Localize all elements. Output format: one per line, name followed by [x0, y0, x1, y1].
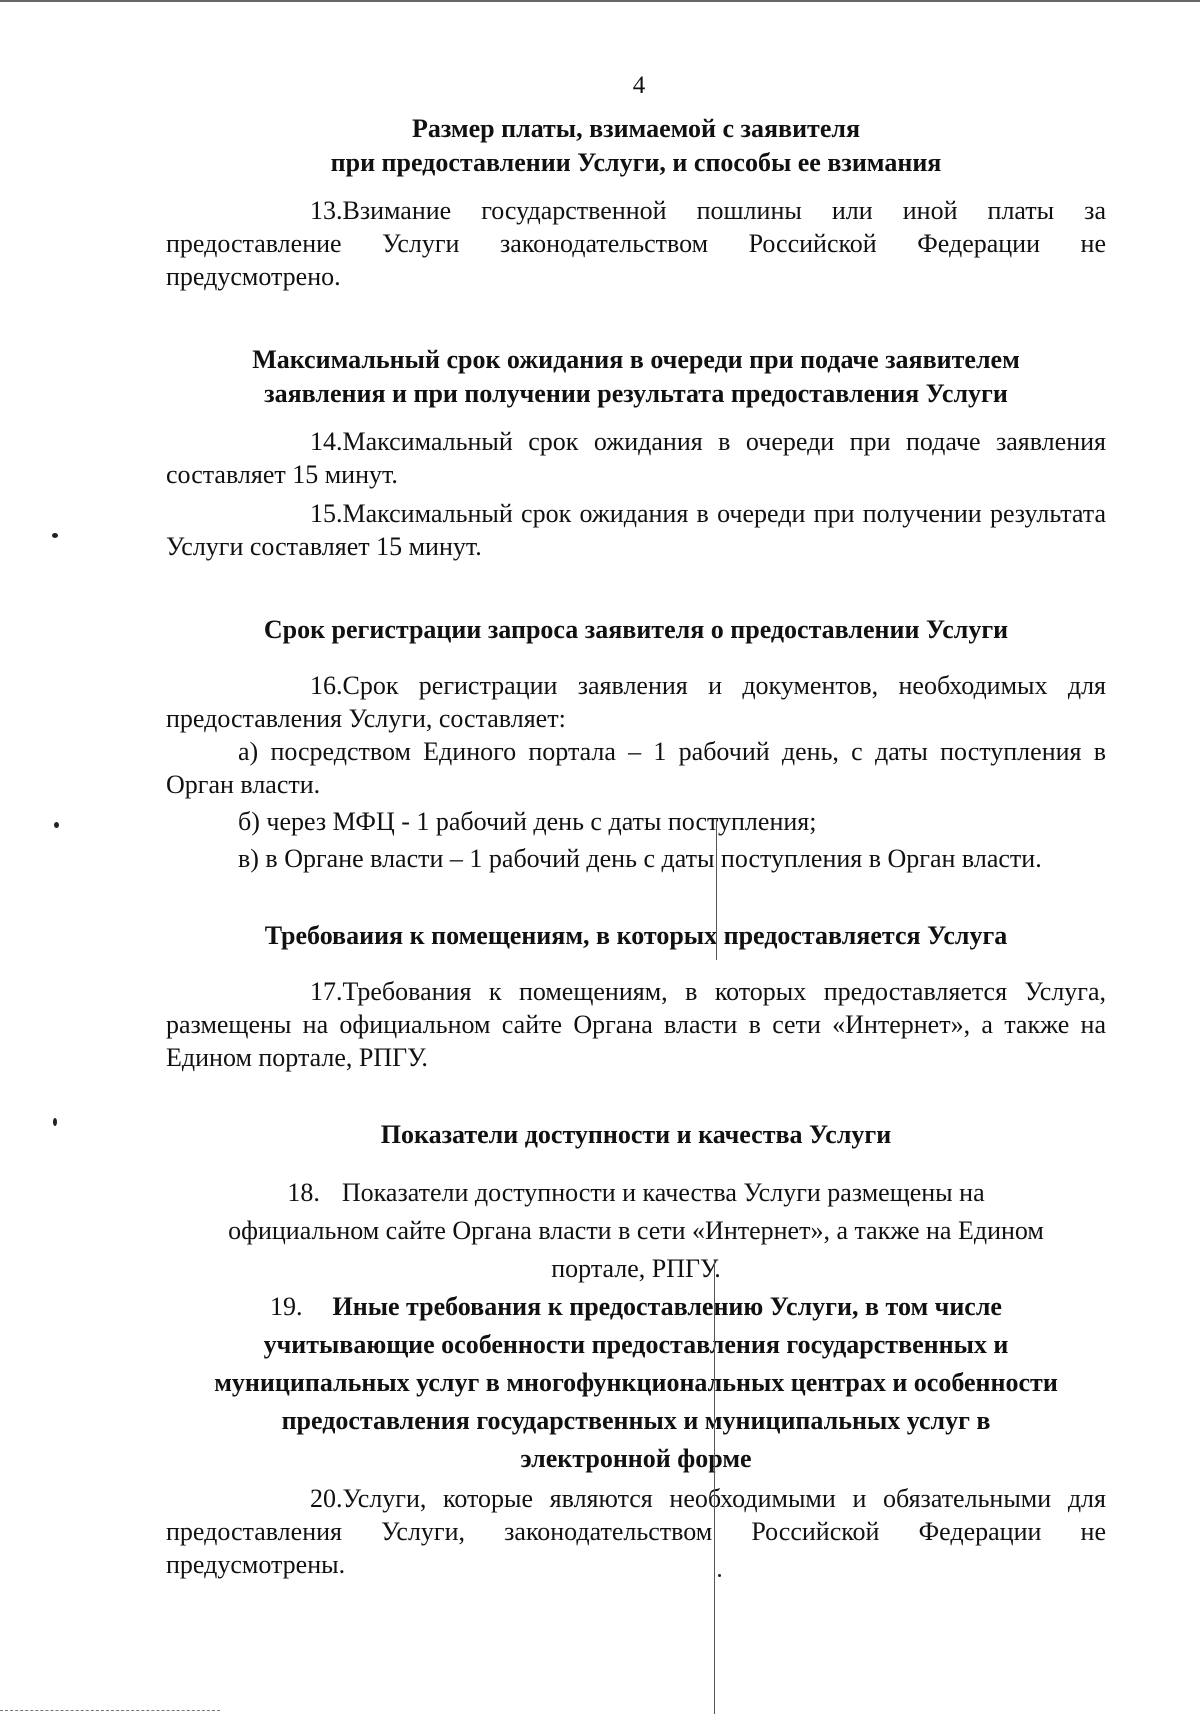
paragraph-17 [166, 975, 1106, 1074]
paragraph-13 [166, 194, 1106, 293]
paragraph-18 [166, 1174, 1106, 1288]
scan-fold-line [714, 1260, 715, 1714]
paragraph-19 [166, 1288, 1106, 1478]
paragraph-text: Иные требования к предоставлению Услуги, в том числе [332, 1292, 1002, 1321]
paragraph-text: Услуги, которые являются необходимыми и обязательными для предоставления Услуги, законодательством Российской Федерации не предусмотрены. [166, 1484, 1106, 1579]
scan-speck [54, 822, 59, 828]
paragraph-20 [166, 1482, 1106, 1581]
paragraph-number: 14. [310, 427, 343, 456]
paragraph-line [166, 1174, 1106, 1212]
heading-line: заявления и при получении результата предоставления Услуги [264, 379, 1008, 408]
paragraph-number: 15. [310, 499, 343, 528]
scan-speck [52, 533, 58, 538]
section-heading-fee [166, 112, 1106, 180]
paragraph-15 [166, 497, 1106, 563]
heading-line: при предоставлении Услуги, и способы ее взимания [330, 148, 942, 177]
paragraph-line: муниципальных услуг в многофункциональных центрах и особенности [214, 1368, 1058, 1397]
scan-speck [53, 1118, 57, 1126]
paragraph-number: 19. [270, 1292, 303, 1321]
heading-line: Размер платы, взимаемой с заявителя [411, 114, 861, 143]
section-heading-queue [166, 343, 1106, 411]
paragraph-number: 17. [310, 977, 343, 1006]
document-body [166, 112, 1106, 1581]
list-item-b: б) через МФЦ - 1 рабочий день с даты поступления; [238, 807, 817, 836]
paragraph-16 [166, 669, 1106, 735]
section-heading-premises: Требоваиия к помещениям, в которых предоставляется Услуга [264, 921, 1008, 950]
heading-line: Максимальный срок ожидания в очереди при подаче заявителем [252, 345, 1020, 374]
paragraph-line [166, 1288, 1106, 1326]
paragraph-line: предоставления государственных и муниципальных услуг в [281, 1406, 991, 1435]
section-heading-quality: Показатели доступности и качества Услуги [380, 1120, 892, 1149]
paragraph-number: 13. [310, 196, 343, 225]
paragraph-number: 18. [287, 1178, 320, 1207]
page-number: 4 [632, 72, 646, 99]
paragraph-text: Взимание государственной пошлины или иной платы за предоставление Услуги законодательством Российской Федерации не предусмотрено. [166, 196, 1106, 291]
scan-speck [718, 1574, 721, 1577]
scan-bottom-edge [0, 1710, 220, 1714]
paragraph-number: 20. [310, 1484, 343, 1513]
paragraph-line: учитывающие особенности предоставления государственных и [263, 1330, 1009, 1359]
paragraph-14 [166, 425, 1106, 491]
section-heading-registration: Срок регистрации запроса заявителя о предоставлении Услуги [263, 615, 1009, 644]
paragraph-text: Срок регистрации заявления и документов, необходимых для предоставления Услуги, составляет: [166, 671, 1106, 733]
paragraph-line: электронной форме [520, 1444, 752, 1473]
list-item-c: в) в Органе власти – 1 рабочий день с даты поступления в Орган власти. [238, 844, 1042, 873]
paragraph-text: Показатели доступности и качества Услуги размещены на [341, 1178, 985, 1207]
scan-top-edge [0, 0, 1200, 2]
scan-fold-line [716, 820, 717, 960]
paragraph-text: Максимальный срок ожидания в очереди при получении результата Услуги составляет 15 минут. [166, 499, 1106, 561]
paragraph-line: официальном сайте Органа власти в сети «Интернет», а также на Едином [228, 1216, 1044, 1245]
paragraph-text: Максимальный срок ожидания в очереди при подаче заявления составляет 15 минут. [166, 427, 1106, 489]
paragraph-text: Требования к помещениям, в которых предоставляется Услуга, размещены на официальном сайте Органа власти в сети «Интернет», а также на Едином портале, РПГУ. [166, 977, 1106, 1072]
list-item-a: а) посредством Единого портала – 1 рабочий день, с даты поступления в Орган власти. [166, 737, 1106, 799]
paragraph-line: портале, РПГУ. [551, 1254, 721, 1283]
paragraph-number: 16. [310, 671, 343, 700]
